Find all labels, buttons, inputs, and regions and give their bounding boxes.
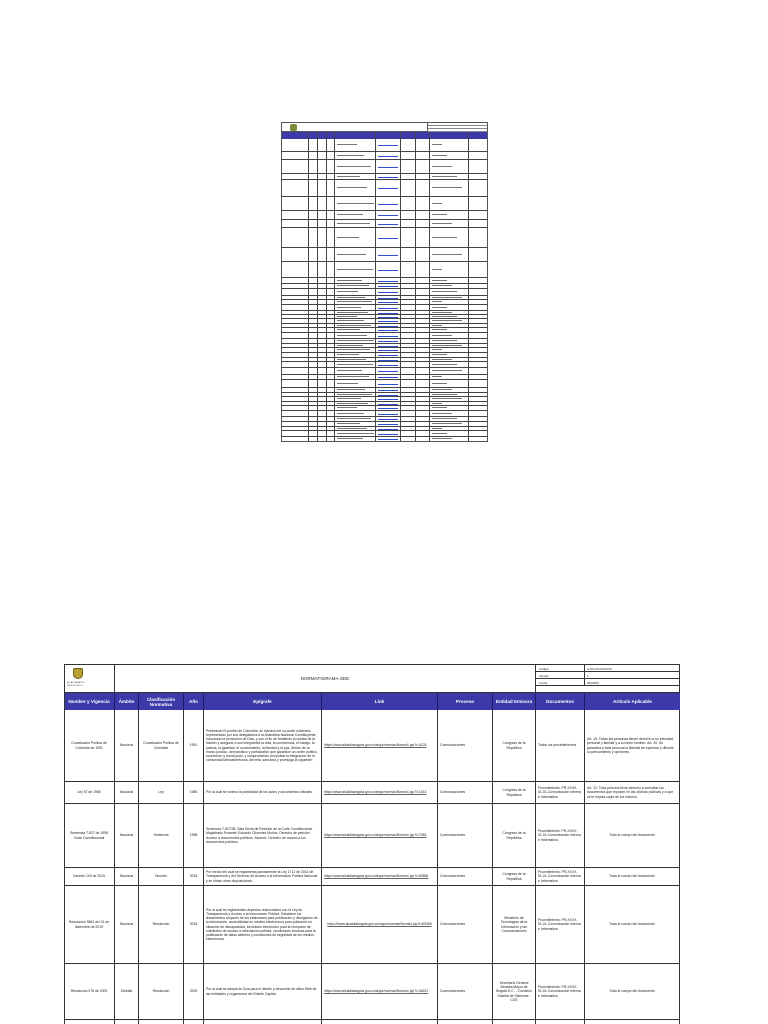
- cell-nombre: Resolución 3564 del 31 de diciembre de 2015: [64, 886, 115, 963]
- thumbnail-text-line: [432, 354, 447, 355]
- thumbnail-text-line: [337, 370, 362, 371]
- cell-link[interactable]: https://www.alcaldiabogota.gov.co/sisjur/normas/Norma1.jsp?i=7083: [322, 804, 438, 867]
- thumbnail-text-line: [337, 407, 357, 408]
- thumbnail-text-line: [432, 438, 452, 439]
- thumbnail-text-line: [432, 340, 457, 341]
- thumbnail-link-line: [378, 365, 398, 366]
- thumbnail-text-line: [337, 254, 366, 255]
- cell-anio: 2015: [184, 886, 204, 963]
- cell-proceso: Comunicaciones: [438, 886, 493, 963]
- thumbnail-row: [282, 139, 487, 152]
- thumbnail-text-line: [432, 187, 462, 188]
- cell-partial: [493, 1020, 536, 1024]
- thumbnail-link-line: [378, 341, 398, 342]
- coat-of-arms-icon: [73, 668, 83, 679]
- thumbnail-text-line: [337, 349, 370, 350]
- cell-clasificacion: Ley: [139, 782, 184, 803]
- doc-info-date: Fecha 00/00/00: [536, 679, 679, 686]
- thumbnail-text-line: [337, 359, 366, 360]
- thumbnail-text-line: [337, 223, 370, 224]
- thumbnail-link-line: [378, 419, 398, 420]
- thumbnail-text-line: [337, 280, 362, 281]
- thumbnail-link-line: [378, 156, 398, 157]
- thumbnail-row: [282, 289, 487, 296]
- cell-articulo: Art. 15. Todas las personas tienen derecho a su intimidad personal y familiar y a su buen nombre. Art. 20. Se garantiza a toda persona la libertad de expresar y difundir su pensamiento y opiniones.: [585, 710, 680, 781]
- thumbnail-link-line: [378, 434, 398, 435]
- thumbnail-link-line: [378, 346, 398, 347]
- thumbnail-link-line: [378, 336, 398, 337]
- thumbnail-text-line: [337, 297, 365, 298]
- thumbnail-text-line: [432, 407, 447, 408]
- thumbnail-link-line: [378, 204, 398, 205]
- thumbnail-text-line: [432, 349, 442, 350]
- cell-link[interactable]: https://www.alcaldiabogota.gov.co/sisjur/normas/Norma1.jsp?i=1413: [322, 782, 438, 803]
- thumbnail-logo: [290, 124, 297, 131]
- table-row-partial: [64, 1020, 680, 1024]
- thumbnail-link-line: [378, 390, 398, 391]
- cell-nombre: Resolución 076 de 2009: [64, 964, 115, 1019]
- cell-documentos: Procedimiento: PR-XXXX, 01-01-Comunicación Interna e Informativa: [536, 886, 585, 963]
- thumbnail-row: [282, 197, 487, 211]
- thumbnail-text-line: [432, 345, 462, 346]
- cell-nombre: Decreto 103 de 2015: [64, 868, 115, 885]
- cell-entidad: Congreso de la República: [493, 804, 536, 867]
- cell-ambito: Nacional: [115, 868, 139, 885]
- thumbnail-row: [282, 248, 487, 262]
- thumbnail-text-line: [337, 237, 359, 238]
- thumbnail-text-line: [432, 398, 462, 399]
- thumbnail-text-line: [337, 376, 369, 377]
- thumbnail-text-line: [337, 413, 364, 414]
- thumbnail-link-line: [378, 360, 398, 361]
- cell-articulo: Art. 12. Toda persona tiene derecho a consultar los documentos que reposen en las oficinas públicas y a que se le expida copia de los mismos.: [585, 782, 680, 803]
- thumbnail-link-line: [378, 399, 398, 400]
- cell-epigrafe: Por medio del cual se reglamenta parcialmente la Ley 1712 de 2014 de Transparencia y del Derecho de Acceso a la Información Pública Nacional y se dictan otras disposiciones.: [204, 868, 322, 885]
- thumbnail-link-line: [378, 224, 398, 225]
- thumbnail-body: [282, 139, 487, 441]
- thumbnail-link-line: [378, 292, 398, 293]
- thumbnail-link-line: [378, 414, 398, 415]
- thumbnail-row: [282, 220, 487, 228]
- thumbnail-row: [282, 228, 487, 248]
- cell-ambito: Nacional: [115, 886, 139, 963]
- thumbnail-text-line: [432, 376, 442, 377]
- cell-ambito: Nacional: [115, 804, 139, 867]
- thumbnail-text-line: [337, 320, 364, 321]
- thumbnail-column-line: [308, 132, 309, 441]
- thumbnail-link-line: [378, 330, 398, 331]
- header-link: Link: [322, 693, 438, 710]
- thumbnail-text-line: [432, 269, 442, 270]
- cell-documentos: Todos los procedimientos: [536, 710, 585, 781]
- thumbnail-link-line: [378, 308, 398, 309]
- cell-documentos: Procedimiento: PR-XXXX, 01-01-Comunicación Interna e Informativa: [536, 782, 585, 803]
- sheet-thumbnail: [281, 122, 488, 442]
- cell-anio: 1985: [184, 782, 204, 803]
- thumbnail-text-line: [432, 433, 447, 434]
- thumbnail-text-line: [432, 214, 447, 215]
- thumbnail-text-line: [337, 176, 360, 177]
- thumbnail-link-line: [378, 188, 398, 189]
- thumbnail-text-line: [432, 316, 457, 317]
- cell-anio: 2009: [184, 964, 204, 1019]
- thumbnail-text-line: [337, 418, 371, 419]
- thumbnail-text-line: [337, 329, 360, 330]
- cell-nombre: Sentencia T-827 de 1998 Corte Constitucional: [64, 804, 115, 867]
- logo-text-line-1: ALCALDÍA MAYOR: [67, 682, 85, 684]
- thumbnail-text-line: [337, 345, 363, 346]
- cell-epigrafe: Por la cual se ordena la publicidad de los actos y documentos oficiales.: [204, 782, 322, 803]
- thumbnail-link-line: [378, 424, 398, 425]
- cell-articulo: Todo el cuerpo del documento: [585, 964, 680, 1019]
- thumbnail-text-line: [337, 269, 373, 270]
- thumbnail-text-line: [337, 423, 360, 424]
- table-row: [64, 782, 680, 804]
- cell-partial: [139, 1020, 184, 1024]
- thumbnail-column-line: [317, 132, 318, 441]
- thumbnail-text-line: [337, 166, 371, 167]
- thumbnail-link-line: [378, 281, 398, 282]
- cell-ambito: Distrital: [115, 964, 139, 1019]
- thumbnail-column-line: [326, 132, 327, 441]
- cell-link[interactable]: https://www.alcaldiabogota.gov.co/sisjur/normas/Norma1.jsp?i=65365: [322, 886, 438, 963]
- cell-partial: [64, 1020, 115, 1024]
- cell-epigrafe: Por la cual se adopta la Guía para el diseño y desarrollo de sitios Web de las entidades y organismos del Distrito Capital.: [204, 964, 322, 1019]
- thumbnail-text-line: [337, 155, 364, 156]
- cell-entidad: Congreso de la República: [493, 782, 536, 803]
- thumbnail-link-line: [378, 371, 398, 372]
- thumbnail-text-line: [337, 214, 363, 215]
- thumbnail-link-line: [378, 238, 398, 239]
- thumbnail-link-line: [378, 404, 398, 405]
- thumbnail-row: [282, 368, 487, 375]
- cell-entidad: Congreso de la República: [493, 868, 536, 885]
- thumbnail-text-line: [432, 312, 452, 313]
- thumbnail-link-line: [378, 350, 398, 351]
- thumbnail-link-line: [378, 215, 398, 216]
- cell-nombre: Constitución Política de Colombia de 1991: [64, 710, 115, 781]
- thumbnail-text-line: [337, 389, 365, 390]
- thumbnail-link-line: [378, 395, 398, 396]
- cell-proceso: Comunicaciones: [438, 804, 493, 867]
- thumbnail-text-line: [337, 307, 361, 308]
- cell-partial: [438, 1020, 493, 1024]
- cell-proceso: Comunicaciones: [438, 964, 493, 1019]
- thumbnail-column-line: [400, 132, 401, 441]
- cell-link[interactable]: https://www.alcaldiabogota.gov.co/sisjur/normas/Norma1.jsp?i=4125: [322, 710, 438, 781]
- cell-anio: 1998: [184, 804, 204, 867]
- cell-entidad: Ministerio de Tecnologías de la Información y las Comunicaciones: [493, 886, 536, 963]
- table-row: [64, 886, 680, 964]
- cell-partial: [115, 1020, 139, 1024]
- cell-epigrafe: Sentencia T-827/98. Sala Sexta de Revisión de la Corte Constitucional. Magistrado Ponente: Eduardo Cifuentes Muñoz. Derecho de petición. Acceso a documentos públicos. Alcance. Derecho de acceso a los documentos públicos.: [204, 804, 322, 867]
- thumbnail-text-line: [432, 280, 447, 281]
- thumbnail-column-line: [375, 132, 376, 441]
- header-entidad: Entidad Emisora: [493, 693, 536, 710]
- cell-proceso: Comunicaciones: [438, 868, 493, 885]
- cell-documentos: Procedimiento: PR-XXXX, 01-01-Comunicación Interna e Informativa: [536, 964, 585, 1019]
- thumbnail-link-line: [378, 302, 398, 303]
- thumbnail-link-line: [378, 355, 398, 356]
- thumbnail-doc-info: [427, 123, 488, 132]
- thumbnail-link-line: [378, 377, 398, 378]
- thumbnail-text-line: [432, 307, 447, 308]
- thumbnail-link-line: [378, 177, 398, 178]
- thumbnail-link-line: [378, 167, 398, 168]
- header-clasificacion: Clasificación Normativa: [139, 693, 184, 710]
- thumbnail-text-line: [337, 403, 368, 404]
- thumbnail-header: [282, 123, 487, 132]
- thumbnail-link-line: [378, 384, 398, 385]
- thumbnail-text-line: [337, 285, 369, 286]
- doc-info-version: Versión 1: [536, 672, 679, 679]
- cell-nombre: Ley 57 de 1985: [64, 782, 115, 803]
- thumbnail-text-line: [337, 398, 361, 399]
- thumbnail-text-line: [432, 237, 457, 238]
- thumbnail-column-header: [282, 132, 487, 139]
- header-anio: Año: [184, 693, 204, 710]
- document-info: [535, 664, 680, 693]
- cell-link[interactable]: https://www.alcaldiabogota.gov.co/sisjur/normas/Norma1.jsp?i=36221: [322, 964, 438, 1019]
- thumbnail-link-line: [378, 321, 398, 322]
- cell-articulo: Todo el cuerpo del documento: [585, 804, 680, 867]
- cell-partial: [204, 1020, 322, 1024]
- cell-articulo: Todo el cuerpo del documento: [585, 868, 680, 885]
- cell-entidad: Congreso de la República: [493, 710, 536, 781]
- thumbnail-text-line: [337, 340, 374, 341]
- header-nombre: Nombre y Vigencia: [64, 693, 115, 710]
- logo-text-line-2: DE BOGOTÁ D.C.: [67, 685, 84, 687]
- thumbnail-row: [282, 180, 487, 197]
- table-row: [64, 868, 680, 886]
- thumbnail-text-line: [432, 335, 452, 336]
- thumbnail-link-line: [378, 270, 398, 271]
- cell-clasificacion: Sentencia: [139, 804, 184, 867]
- thumbnail-row: [282, 262, 487, 278]
- thumbnail-text-line: [337, 301, 372, 302]
- cell-clasificacion: Constitución Política de Colombia: [139, 710, 184, 781]
- thumbnail-text-line: [432, 403, 442, 404]
- thumbnail-text-line: [337, 316, 357, 317]
- cell-anio: 1991: [184, 710, 204, 781]
- thumbnail-link-line: [378, 317, 398, 318]
- cell-documentos: Procedimiento: PR-XXXX, 01-01-Comunicación Interna e Informativa: [536, 868, 585, 885]
- cell-partial: [585, 1020, 680, 1024]
- thumbnail-row: [282, 160, 487, 174]
- thumbnail-row: [282, 211, 487, 220]
- cell-ambito: Nacional: [115, 782, 139, 803]
- thumbnail-text-line: [432, 223, 452, 224]
- header-proceso: Proceso: [438, 693, 493, 710]
- cell-epigrafe: Por la cual se reglamentan aspectos relacionados con la Ley de Transparencia y Acceso a la Información Pública. Establece los lineamientos respecto de los estándares para publicación y divulgación de la información, accesibilidad en medios electrónicos para población en situación de discapacidad, formulario electrónico para la recepción de solicitudes de acceso a información pública, condiciones técnicas para la publicación de datos abiertos y condiciones de seguridad de los medios electrónicos.: [204, 886, 322, 963]
- thumbnail-text-line: [337, 187, 367, 188]
- thumbnail-link-line: [378, 326, 398, 327]
- cell-partial: [184, 1020, 204, 1024]
- thumbnail-text-line: [432, 428, 442, 429]
- cell-entidad: Secretaría General Alcaldía Mayor de Bogotá D.C. - Comisión Distrital de Sistemas - CDS: [493, 964, 536, 1019]
- thumbnail-column-line: [415, 132, 416, 441]
- cell-ambito: Nacional: [115, 710, 139, 781]
- thumbnail-text-line: [432, 320, 462, 321]
- thumbnail-text-line: [432, 329, 447, 330]
- logo-box: [64, 664, 115, 693]
- thumbnail-text-line: [337, 291, 358, 292]
- doc-info-code: Código A-SO-FO-000-000: [536, 665, 679, 672]
- thumbnail-text-line: [432, 423, 462, 424]
- cell-partial: [536, 1020, 585, 1024]
- thumbnail-text-line: [337, 364, 373, 365]
- cell-documentos: Procedimiento: PR-XXXX, 01-01-Comunicación Interna e Informativa: [536, 804, 585, 867]
- thumbnail-link-line: [378, 145, 398, 146]
- thumbnail-text-line: [432, 325, 442, 326]
- header-ambito: Ámbito: [115, 693, 139, 710]
- thumbnail-link-line: [378, 429, 398, 430]
- sheet-title: NORMATIGRAMA SDE: [115, 664, 535, 693]
- thumbnail-text-line: [432, 291, 457, 292]
- thumbnail-text-line: [432, 370, 462, 371]
- thumbnail-row: [282, 380, 487, 388]
- thumbnail-text-line: [337, 383, 358, 384]
- thumbnail-text-line: [432, 383, 447, 384]
- cell-epigrafe: Preámbulo El pueblo de Colombia, en ejercicio de su poder soberano, representado por sus delegatarios a la Asamblea Nacional Constituyente, invocando la protección de Dios, y con el fin de fortalecer la unidad de la Nación y asegurar a sus integrantes la vida, la convivencia, el trabajo, la justicia, la igualdad, el conocimiento, la libertad y la paz, dentro de un marco jurídico, democrático y participativo que garantice un orden político, económico y social justo, y comprometido a impulsar la integración de la comunidad latinoamericana, decreta, sanciona y promulga la siguiente:: [204, 710, 322, 781]
- thumbnail-column-line: [468, 132, 469, 441]
- thumbnail-text-line: [432, 254, 462, 255]
- header-epigrafe: Epígrafe: [204, 693, 322, 710]
- header-documentos: Documentos: [536, 693, 585, 710]
- thumbnail-text-line: [432, 144, 442, 145]
- thumbnail-text-line: [337, 438, 363, 439]
- table-row: [64, 804, 680, 868]
- thumbnail-text-line: [432, 301, 442, 302]
- thumbnail-text-line: [337, 203, 374, 204]
- cell-clasificacion: Resolución: [139, 964, 184, 1019]
- thumbnail-text-line: [432, 389, 452, 390]
- thumbnail-row: [282, 152, 487, 160]
- thumbnail-text-line: [432, 364, 457, 365]
- thumbnail-text-line: [432, 418, 457, 419]
- thumbnail-link-line: [378, 408, 398, 409]
- thumbnail-text-line: [432, 166, 452, 167]
- thumbnail-link-line: [378, 255, 398, 256]
- cell-anio: 2015: [184, 868, 204, 885]
- thumbnail-text-line: [432, 203, 442, 204]
- thumbnail-text-line: [432, 359, 452, 360]
- thumbnail-text-line: [432, 176, 457, 177]
- thumbnail-text-line: [337, 433, 374, 434]
- cell-clasificacion: Decreto: [139, 868, 184, 885]
- thumbnail-text-line: [337, 428, 367, 429]
- thumbnail-text-line: [337, 312, 368, 313]
- thumbnail-text-line: [432, 285, 452, 286]
- thumbnail-column-line: [429, 132, 430, 441]
- thumbnail-text-line: [432, 413, 452, 414]
- thumbnail-text-line: [337, 394, 372, 395]
- normatigrama-sheet: [64, 664, 680, 1024]
- thumbnail-text-line: [337, 325, 371, 326]
- cell-link[interactable]: https://www.alcaldiabogota.gov.co/sisjur/normas/Norma1.jsp?i=60556: [322, 868, 438, 885]
- thumbnail-text-line: [432, 394, 457, 395]
- cell-articulo: Todo el cuerpo del documento: [585, 886, 680, 963]
- thumbnail-link-line: [378, 298, 398, 299]
- cell-clasificacion: Resolución: [139, 886, 184, 963]
- column-header-row: [64, 693, 680, 710]
- thumbnail-link-line: [378, 313, 398, 314]
- thumbnail-text-line: [337, 144, 357, 145]
- cell-partial: [322, 1020, 438, 1024]
- table-row: [64, 964, 680, 1020]
- cell-proceso: Comunicaciones: [438, 710, 493, 781]
- thumbnail-column-line: [334, 132, 335, 441]
- thumbnail-link-line: [378, 439, 398, 440]
- thumbnail-link-line: [378, 286, 398, 287]
- table-row: [64, 710, 680, 782]
- thumbnail-text-line: [337, 335, 367, 336]
- thumbnail-text-line: [432, 297, 462, 298]
- thumbnail-row: [282, 437, 487, 442]
- thumbnail-text-line: [432, 155, 447, 156]
- thumbnail-text-line: [337, 354, 359, 355]
- cell-proceso: Comunicaciones: [438, 782, 493, 803]
- header-articulo: Artículo Aplicable: [613, 699, 652, 704]
